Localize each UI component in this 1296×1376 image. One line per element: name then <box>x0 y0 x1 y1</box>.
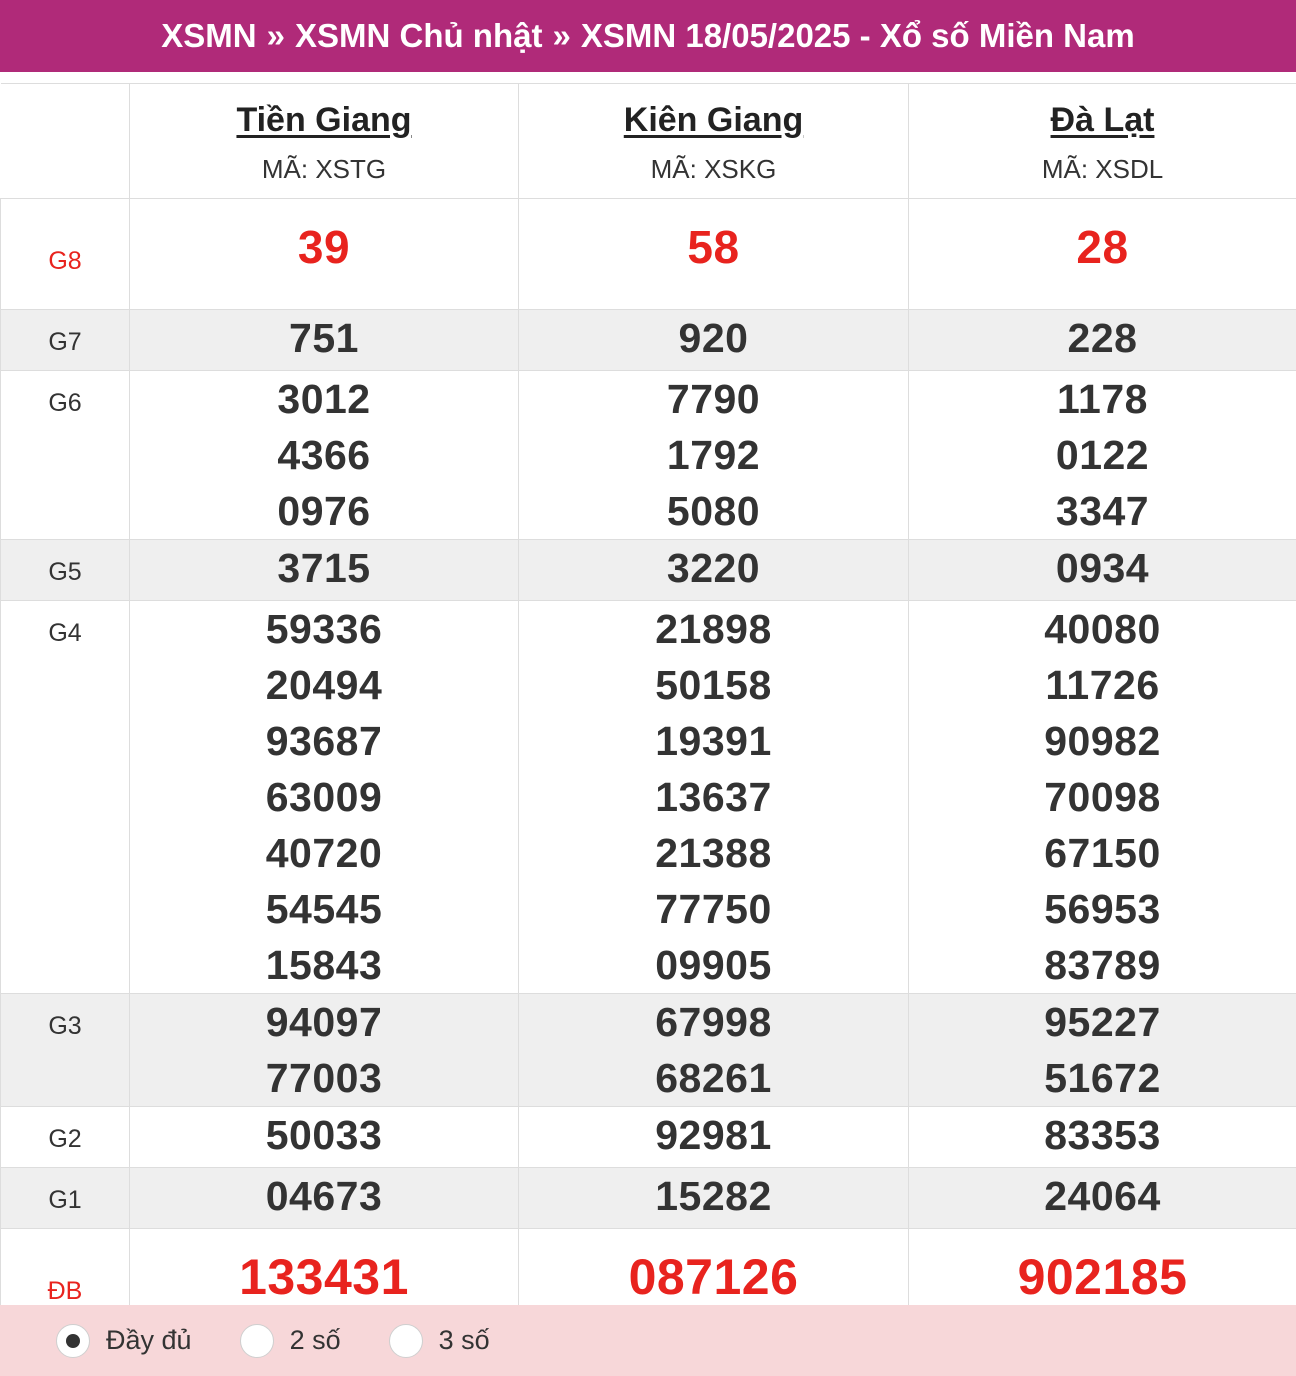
prize-number: 4366 <box>277 432 371 478</box>
prize-row <box>1 1107 1296 1168</box>
prize-number: 92981 <box>655 1112 772 1158</box>
results-table <box>0 83 1296 1340</box>
prize-numbers-cell <box>130 1168 519 1229</box>
display-option-2[interactable] <box>240 1324 341 1358</box>
prize-label: G2 <box>48 1125 82 1153</box>
prize-label: G5 <box>48 558 82 586</box>
prize-number: 04673 <box>265 1173 383 1219</box>
prize-label: G4 <box>48 619 82 647</box>
breadcrumb-current-page: XSMN 18/05/2025 - Xổ số Miền Nam <box>580 17 1135 54</box>
breadcrumb-separator: » <box>266 17 285 54</box>
prize-number: 3220 <box>666 545 761 591</box>
prize-row <box>1 601 1296 994</box>
prize-label-cell <box>1 1107 130 1168</box>
prize-numbers-cell <box>130 994 519 1107</box>
prize-numbers-cell <box>519 601 909 994</box>
prize-number: 087126 <box>628 1249 799 1305</box>
prize-number: 58 <box>687 221 740 273</box>
prize-number: 3012 <box>277 376 371 422</box>
prize-number: 77750 <box>655 886 772 932</box>
prize-row <box>1 199 1296 310</box>
prize-numbers-cell <box>130 540 519 601</box>
display-option-3[interactable] <box>389 1324 490 1358</box>
prize-number: 67150 <box>1044 830 1161 876</box>
prize-number: 83353 <box>1044 1112 1161 1158</box>
prize-number: 15843 <box>265 942 383 988</box>
prize-label-cell <box>1 540 130 601</box>
prize-number: 751 <box>289 315 359 361</box>
province-code: MÃ: XSDL <box>1041 154 1164 184</box>
prize-number: 40720 <box>265 830 383 876</box>
province-header-row <box>1 84 1296 199</box>
option-label: 3 số <box>438 1325 490 1355</box>
prize-number: 50033 <box>265 1112 383 1158</box>
prize-label: G6 <box>48 389 82 417</box>
prize-numbers-cell <box>130 1107 519 1168</box>
breadcrumb-xsmn[interactable]: XSMN <box>161 17 257 54</box>
breadcrumb-separator: » <box>552 17 571 54</box>
prize-number: 54545 <box>265 886 383 932</box>
prize-numbers-cell <box>519 199 909 310</box>
prize-number: 39 <box>297 221 351 273</box>
prize-numbers-cell <box>909 601 1296 994</box>
prize-label-cell <box>1 310 130 371</box>
province-cell <box>909 84 1296 199</box>
prize-number: 51672 <box>1044 1055 1161 1101</box>
prize-label-cell <box>1 601 130 994</box>
radio-button-icon[interactable] <box>56 1324 90 1358</box>
prize-row <box>1 994 1296 1107</box>
prize-number: 77003 <box>265 1055 383 1101</box>
prize-number: 0934 <box>1055 545 1150 591</box>
radio-button-icon[interactable] <box>389 1324 423 1358</box>
prize-numbers-cell <box>909 1107 1296 1168</box>
province-link-da-lat[interactable]: Đà Lạt <box>1050 101 1155 139</box>
province-link-tien-giang[interactable]: Tiền Giang <box>236 101 412 139</box>
prize-number: 13637 <box>655 774 772 820</box>
display-option-1[interactable] <box>56 1324 192 1358</box>
prize-numbers-cell <box>130 310 519 371</box>
prize-numbers-cell <box>519 1168 909 1229</box>
province-link-kien-giang[interactable]: Kiên Giang <box>623 101 804 139</box>
prize-number: 5080 <box>666 488 761 534</box>
prize-number: 21388 <box>655 830 772 876</box>
prize-numbers-cell <box>909 994 1296 1107</box>
province-cell <box>130 84 519 199</box>
prize-number: 20494 <box>265 662 383 708</box>
province-cell <box>519 84 909 199</box>
prize-numbers-cell <box>909 1168 1296 1229</box>
prize-label-cell <box>1 1168 130 1229</box>
prize-number: 50158 <box>655 662 772 708</box>
prize-number: 11726 <box>1045 662 1160 708</box>
prize-label-cell <box>1 371 130 540</box>
prize-numbers-cell <box>130 371 519 540</box>
prize-number: 40080 <box>1044 606 1161 652</box>
radio-button-icon[interactable] <box>240 1324 274 1358</box>
prize-label: G3 <box>48 1012 82 1040</box>
prize-number: 920 <box>678 315 749 361</box>
page-header <box>0 0 1296 72</box>
prize-number: 19391 <box>655 718 772 764</box>
prize-number: 94097 <box>265 999 383 1045</box>
prize-number: 56953 <box>1044 886 1161 932</box>
prize-numbers-cell <box>519 994 909 1107</box>
prize-numbers-cell <box>130 601 519 994</box>
prize-number: 3347 <box>1055 488 1150 534</box>
prize-number: 0122 <box>1055 432 1150 478</box>
prize-number: 1178 <box>1057 376 1148 422</box>
prize-number: 67998 <box>655 999 772 1045</box>
prize-number: 90982 <box>1044 718 1161 764</box>
prize-number: 24064 <box>1044 1173 1161 1219</box>
prize-number: 1792 <box>666 432 761 478</box>
prize-number: 93687 <box>265 718 383 764</box>
prize-numbers-cell <box>519 310 909 371</box>
prize-number: 228 <box>1067 315 1138 361</box>
prize-label: G8 <box>48 247 82 275</box>
prize-number: 28 <box>1076 221 1129 273</box>
prize-label: G1 <box>48 1186 82 1214</box>
prize-number: 63009 <box>265 774 383 820</box>
prize-numbers-cell <box>519 540 909 601</box>
prize-number: 70098 <box>1044 774 1161 820</box>
prize-numbers-cell <box>130 199 519 310</box>
prize-row <box>1 540 1296 601</box>
prize-number: 68261 <box>655 1055 772 1101</box>
prize-number: 21898 <box>655 606 772 652</box>
prize-row <box>1 371 1296 540</box>
prize-numbers-cell <box>909 310 1296 371</box>
province-code: MÃ: XSTG <box>261 154 387 184</box>
prize-label: ĐB <box>47 1277 83 1305</box>
prize-number: 902185 <box>1017 1249 1188 1305</box>
prize-number: 7790 <box>666 376 761 422</box>
option-label: 2 số <box>289 1325 341 1355</box>
prize-number: 133431 <box>239 1249 409 1305</box>
prize-number: 0976 <box>277 488 371 534</box>
option-label: Đầy đủ <box>106 1325 192 1355</box>
prize-label-cell <box>1 199 130 310</box>
prize-numbers-cell <box>909 540 1296 601</box>
prize-number: 95227 <box>1044 999 1161 1045</box>
prize-numbers-cell <box>519 1107 909 1168</box>
province-code: MÃ: XSKG <box>650 154 777 184</box>
display-options-bar <box>0 1305 1296 1376</box>
prize-numbers-cell <box>909 199 1296 310</box>
breadcrumb-xsmn-sunday[interactable]: XSMN Chủ nhật <box>294 17 543 54</box>
prize-numbers-cell <box>909 371 1296 540</box>
prize-number: 15282 <box>655 1173 772 1219</box>
prize-number: 59336 <box>265 606 383 652</box>
prize-label: G7 <box>48 328 82 356</box>
corner-cell <box>1 84 130 199</box>
prize-row <box>1 1168 1296 1229</box>
prize-row <box>1 310 1296 371</box>
prize-number: 83789 <box>1044 942 1161 988</box>
prize-number: 09905 <box>655 942 772 988</box>
prize-label-cell <box>1 994 130 1107</box>
prize-numbers-cell <box>519 371 909 540</box>
prize-number: 3715 <box>277 545 371 591</box>
